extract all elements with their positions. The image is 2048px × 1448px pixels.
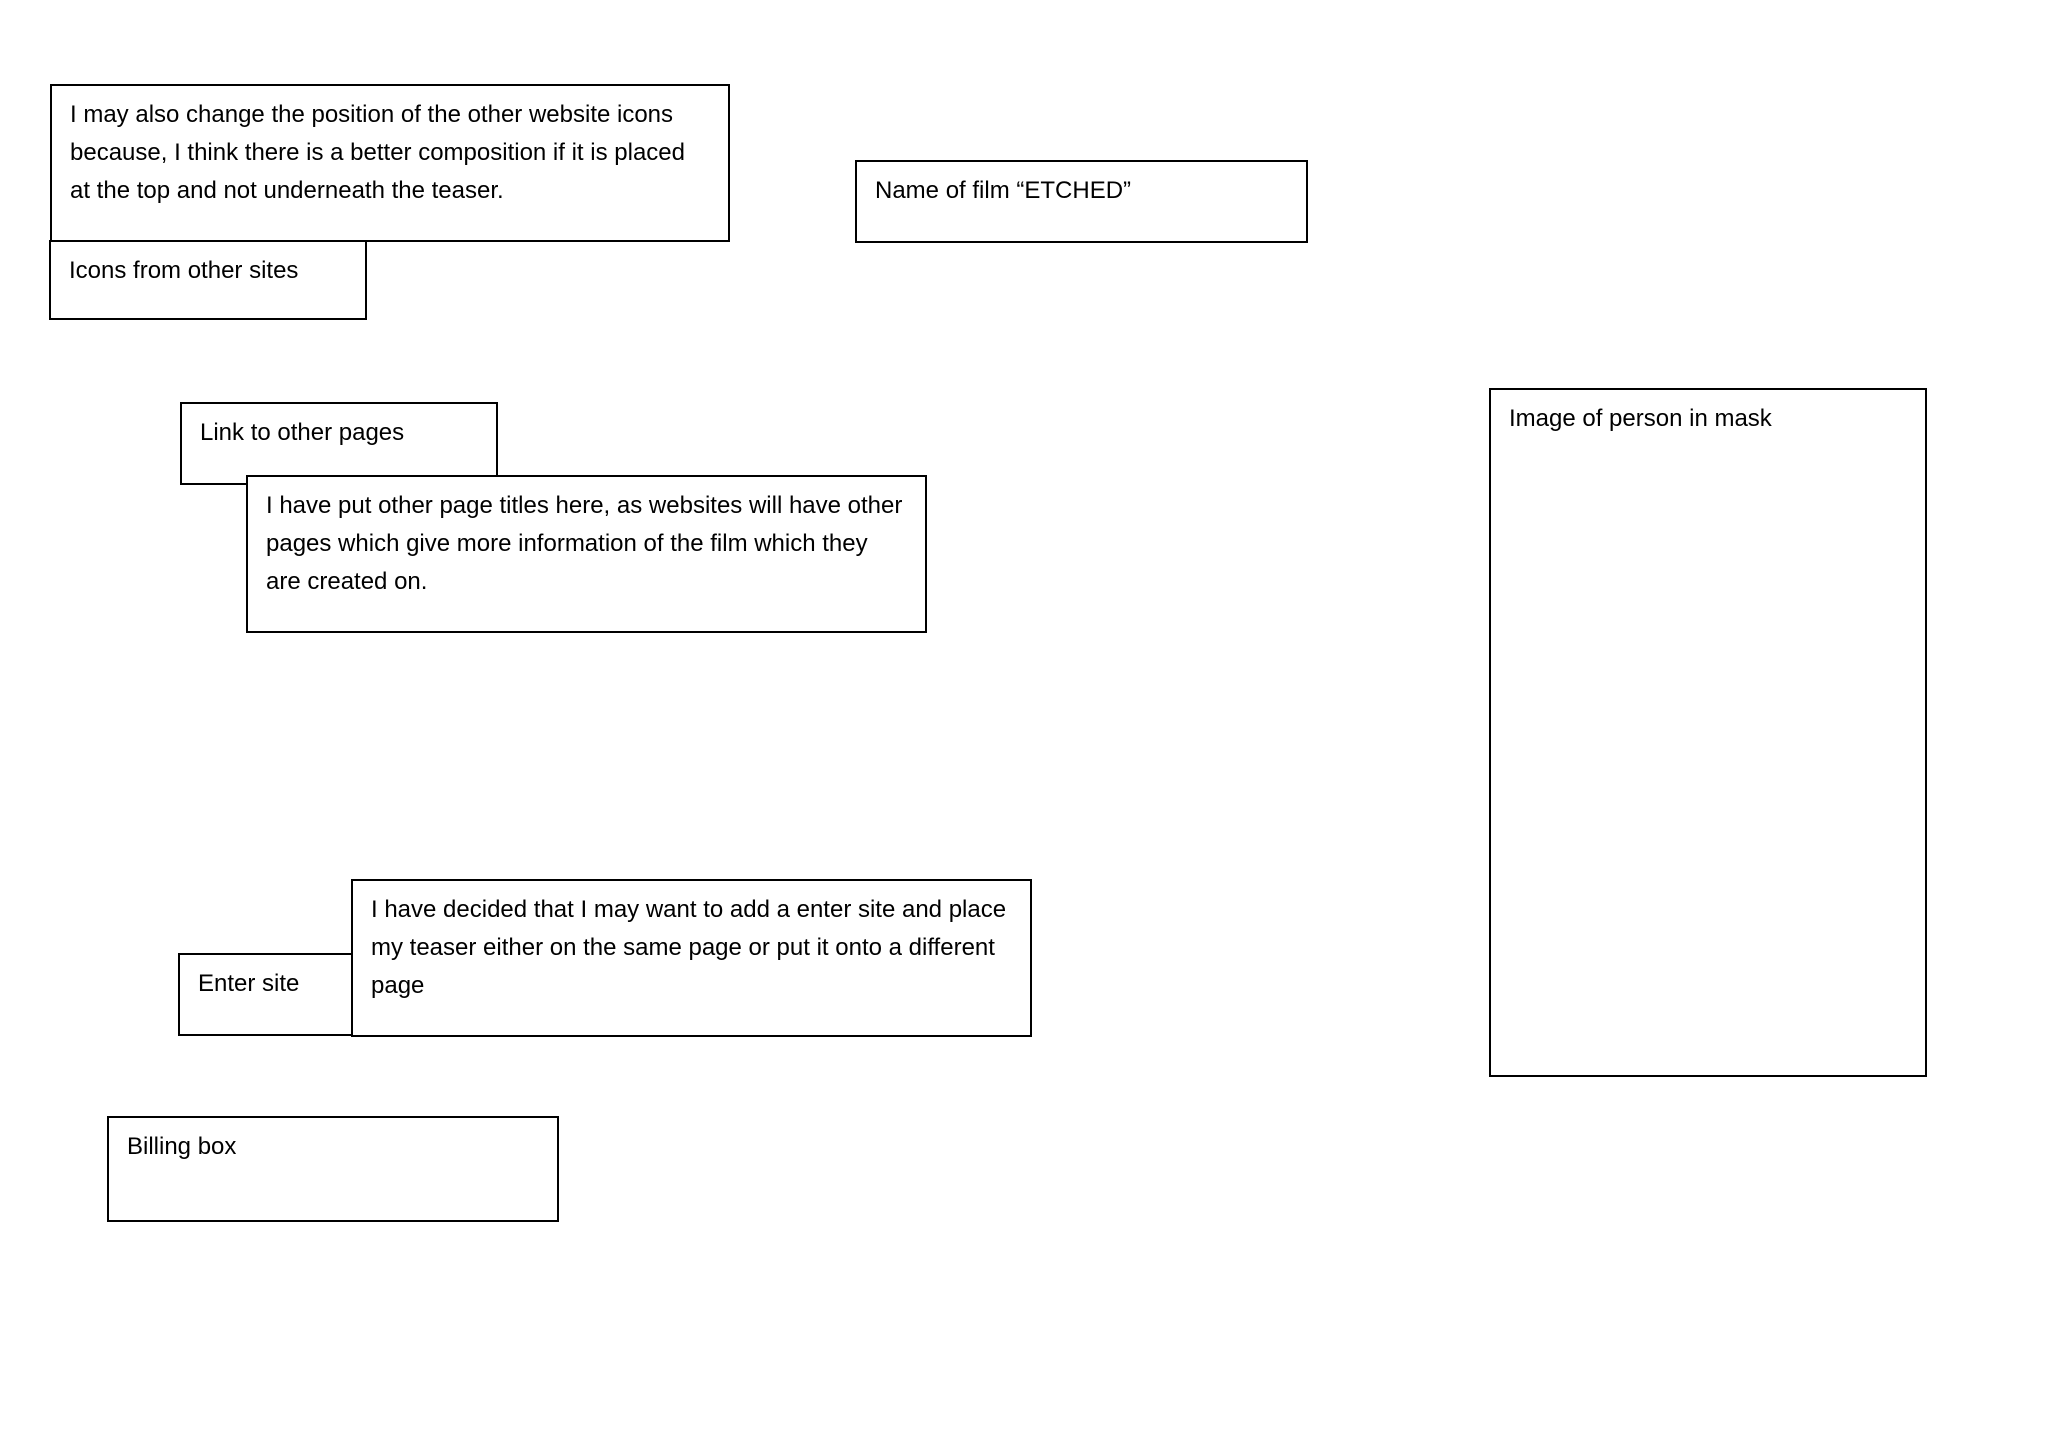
billing-box-label: Billing box xyxy=(127,1133,237,1160)
link-to-other-pages-label: Link to other pages xyxy=(200,419,405,446)
enter-site-note-box xyxy=(351,879,1032,1037)
enter-site-note-text: I have decided that I may want to add a enter site and place my teaser either on the same page or put it onto a different page xyxy=(371,896,1007,999)
icons-from-other-sites-label: Icons from other sites xyxy=(69,257,299,284)
icons-from-other-sites-box xyxy=(49,240,367,320)
enter-site-box xyxy=(178,953,356,1036)
page-titles-note-text: I have put other page titles here, as websites will have other pages which give more information of the film which they are created on. xyxy=(266,492,903,595)
film-name-box xyxy=(855,160,1308,243)
icons-position-note-text: I may also change the position of the other website icons because, I think there is a better composition if it is placed at the top and not underneath the teaser. xyxy=(70,101,685,204)
film-name-label: Name of film “ETCHED” xyxy=(875,177,1132,204)
image-of-person-box xyxy=(1489,388,1927,1077)
page-titles-note-box xyxy=(246,475,927,633)
link-to-other-pages-box xyxy=(180,402,498,485)
image-of-person-label: Image of person in mask xyxy=(1509,405,1772,432)
billing-box xyxy=(107,1116,559,1222)
enter-site-label: Enter site xyxy=(198,970,300,997)
icons-position-note-box xyxy=(50,84,730,242)
